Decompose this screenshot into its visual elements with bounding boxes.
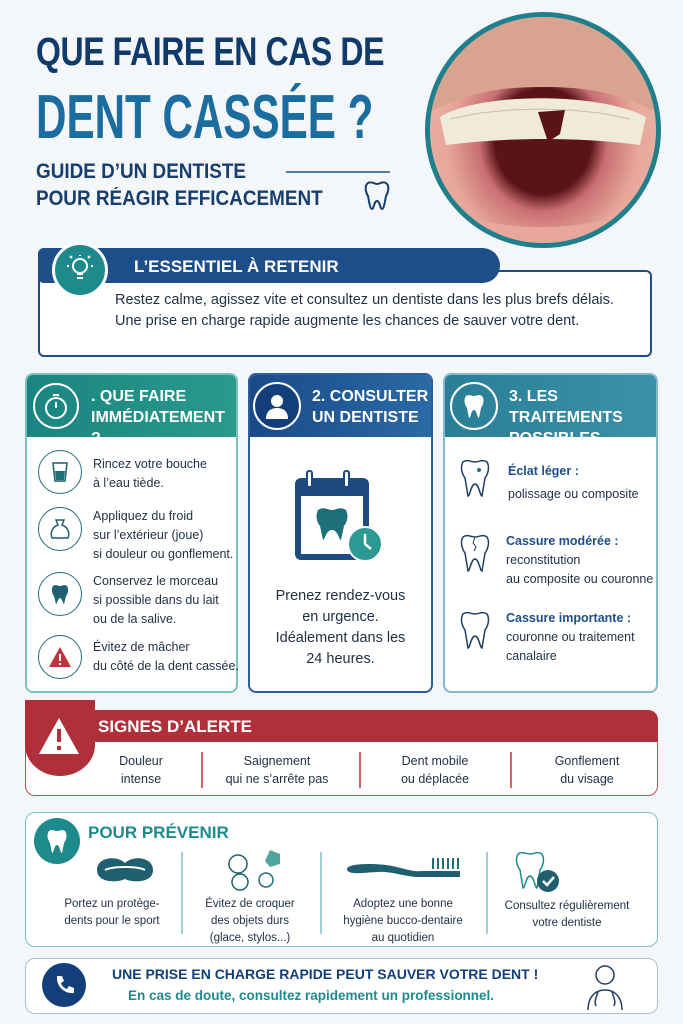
- prevent-item: Consultez régulièrement votre dentiste: [504, 900, 630, 929]
- stopwatch-icon: [33, 383, 79, 429]
- consult-text: Prenez rendez-vous en urgence. Idéalement dans les 24 heures.: [275, 588, 406, 667]
- card-title: . QUE FAIRE IMMÉDIATEMENT ?: [91, 388, 225, 447]
- cracked-tooth-icon: [459, 533, 491, 580]
- alert-item: Gonflement du visage: [554, 754, 620, 786]
- card-title: 3. LES TRAITEMENTS POSSIBLES: [509, 388, 623, 447]
- tooth-icon: [34, 818, 80, 864]
- title-line-1: QUE FAIRE EN CAS DE: [36, 30, 385, 74]
- prevent-item: Évitez de croquer des objets durs (glace, stylos...): [205, 898, 295, 944]
- hard-objects-icon: [226, 848, 286, 901]
- ice-pack-icon: [38, 507, 82, 551]
- phone-icon[interactable]: [42, 963, 86, 1007]
- essential-title: L’ESSENTIEL À RETENIR: [38, 248, 500, 283]
- prevent-item: Portez un protège- dents pour le sport: [64, 898, 160, 927]
- prevent-title: POUR PRÉVENIR: [88, 823, 229, 842]
- lightbulb-icon: [52, 242, 108, 298]
- tooth-icon: [362, 180, 392, 217]
- broken-tooth-photo: [425, 12, 661, 248]
- immediate-item: Conservez le morceau si possible dans du lait ou de la salive.: [93, 574, 219, 626]
- immediate-item: Rincez votre bouche à l’eau tiède.: [93, 457, 207, 490]
- warning-icon: [37, 716, 81, 761]
- alert-item: Saignement qui ne s’arrête pas: [225, 754, 329, 786]
- broken-tooth-icon: [459, 610, 491, 657]
- immediate-item: Évitez de mâcher du côté de la dent cassée.: [93, 640, 239, 673]
- calendar-tooth-icon: [292, 468, 387, 573]
- subtitle-line-2: POUR RÉAGIR EFFICACEMENT: [36, 187, 323, 210]
- footer-headline: UNE PRISE EN CHARGE RAPIDE PEUT SAUVER VOTRE DENT !: [112, 966, 539, 982]
- alert-item: Douleur intense: [119, 754, 163, 786]
- treatment-item: Cassure modérée : reconstitution au composite ou couronne: [506, 534, 654, 586]
- treatment-item: Éclat léger : polissage ou composite: [508, 464, 639, 501]
- prevent-item: Adoptez une bonne hygiène bucco-dentaire au quotidien: [343, 898, 463, 944]
- doctor-icon: [585, 962, 625, 1017]
- card-title: 2. CONSULTER UN DENTISTE: [312, 388, 429, 426]
- person-icon: [253, 382, 301, 430]
- alert-item: Dent mobile ou déplacée: [400, 754, 470, 786]
- tooth-piece-icon: [38, 572, 82, 616]
- subtitle-line-1: GUIDE D’UN DENTISTE: [36, 160, 247, 183]
- alert-title: SIGNES D’ALERTE: [25, 710, 658, 742]
- footer-subline: En cas de doute, consultez rapidement un professionnel.: [128, 988, 495, 1003]
- mouthguard-icon: [95, 853, 155, 892]
- divider: [286, 171, 390, 173]
- title-line-2: DENT CASSÉE ?: [36, 83, 374, 152]
- warning-icon: [38, 635, 82, 679]
- tooth-icon: [450, 382, 498, 430]
- water-glass-icon: [38, 450, 82, 494]
- essential-text: Restez calme, agissez vite et consultez un dentiste dans les plus brefs délais. Une prise en charge rapide augmente les chances de sauver votre dent.: [115, 292, 614, 329]
- immediate-item: Appliquez du froid sur l’extérieur (joue) si douleur ou gonflement.: [93, 509, 234, 561]
- chipped-tooth-icon: [459, 458, 491, 505]
- treatment-item: Cassure importante : couronne ou traitement canalaire: [506, 611, 635, 663]
- tooth-check-icon: [514, 850, 562, 901]
- toothbrush-icon: [345, 855, 463, 888]
